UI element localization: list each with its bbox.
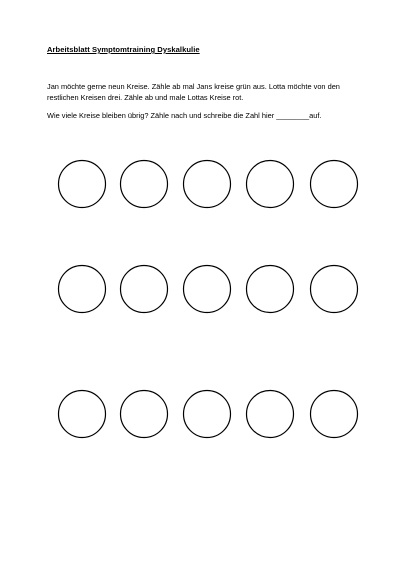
- circle-row3-col4: [247, 391, 294, 438]
- circle-row1-col1: [59, 161, 106, 208]
- question-text: Wie viele Kreise bleiben übrig? Zähle nach und schreibe die Zahl hier ________auf.: [47, 111, 322, 120]
- circle-row2-col2: [121, 266, 168, 313]
- circle-row3-col3: [184, 391, 231, 438]
- circle-row2-col5: [311, 266, 358, 313]
- circle-row3-col2: [121, 391, 168, 438]
- circle-row3-col1: [59, 391, 106, 438]
- circle-row1-col5: [311, 161, 358, 208]
- circle-row2-col1: [59, 266, 106, 313]
- circle-row1-col3: [184, 161, 231, 208]
- instruction-text: Jan möchte gerne neun Kreise. Zähle ab mal Jans kreise grün aus. Lotta möchte von den restlichen Kreisen drei. Zähle ab und male Lottas Kreise rot.: [47, 82, 340, 102]
- worksheet-title: Arbeitsblatt Symptomtraining Dyskalkulie: [47, 45, 200, 54]
- circle-row1-col4: [247, 161, 294, 208]
- circle-row2-col4: [247, 266, 294, 313]
- circle-row3-col5: [311, 391, 358, 438]
- circle-row1-col2: [121, 161, 168, 208]
- circle-row2-col3: [184, 266, 231, 313]
